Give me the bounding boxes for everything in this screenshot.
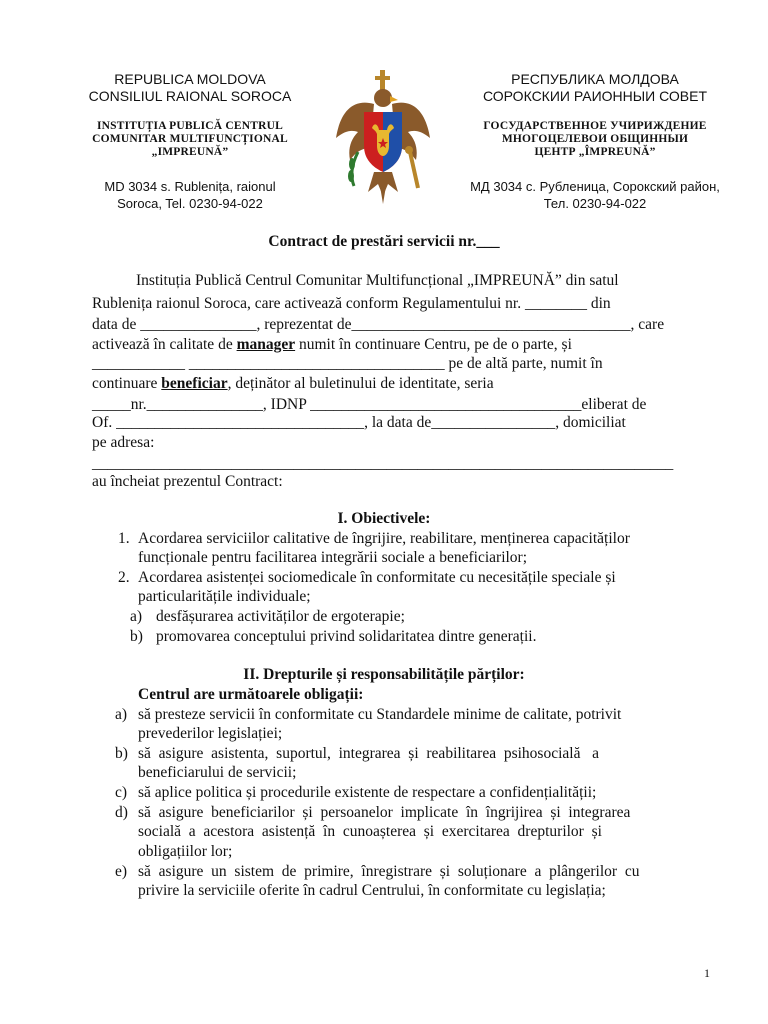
intro-line-8: Of. ________________________________, la data de________________, domiciliat (92, 414, 626, 431)
item-1-line-2: funcționale pentru facilitarea integrării sociale a beneficiarilor; (138, 549, 528, 566)
sub-b-number: b) (130, 628, 143, 645)
item-2-line-2: particularitățile individuale; (138, 588, 311, 605)
header-left-institution-3: „IMPREUNĂ” (151, 146, 229, 158)
intro-line-7: _____nr._______________, IDNP ___________________________________eliberat de (92, 396, 647, 413)
header-left-address-1: MD 3034 s. Rublenița, raionul (104, 179, 276, 194)
header-right-address-2: Тел. 0230-94-022 (543, 196, 647, 211)
obligation-c-line-1: să aplice politica și procedurile existente de respectare a confidențialității; (138, 784, 597, 801)
header-right-address-1: МД 3034 с. Рубленица, Сорокский район, (470, 179, 720, 194)
intro-line-1: Instituția Publică Centrul Comunitar Multifuncțional „IMPREUNĂ” din satul (136, 272, 619, 289)
sub-b-text: promovarea conceptului privind solidaritatea dintre generații. (156, 628, 537, 645)
obligation-b-line-1: să asigure asistenta, suportul, integrarea și reabilitarea psihosocială a (138, 745, 599, 762)
obligation-e-line-1: să asigure un sistem de primire, înregistrare și soluționare a plângerilor cu (138, 863, 640, 880)
intro-line-4: activează în calitate de manager numit în continuare Centru, pe de o parte, și (92, 336, 572, 353)
header-right-institution-2: МНОГОЦЕЛЕВОИ ОБЩИННЫИ (501, 133, 689, 145)
header-left-institution-2: COMUNITAR MULTIFUNCȚIONAL (92, 133, 288, 145)
obligation-e-line-2: privire la serviciile oferite în cadrul Centrului, în conformitate cu legislația; (138, 882, 606, 899)
obligation-a-line-2: prevederilor legislației; (138, 725, 283, 742)
moldova-coat-of-arms-icon (322, 68, 444, 208)
item-2-line-1: Acordarea asistenței sociomedicale în conformitate cu necesitățile speciale și (138, 569, 616, 586)
sub-a-number: a) (130, 608, 143, 625)
obligation-e-letter: e) (115, 863, 128, 880)
section-2-title: II. Drepturile și responsabilitățile părților: (243, 666, 525, 683)
header-right-council: СОРОКСКИИ РАИОННЫИ СОВЕТ (482, 88, 708, 104)
page-number: 1 (704, 966, 710, 980)
header-right-institution-3: ЦЕНТР „ÎMPREUNĂ” (534, 146, 656, 158)
header-left-institution-1: INSTITUȚIA PUBLICĂ CENTRUL (96, 120, 284, 132)
obligation-d-line-2: socială a acestora asistență în cunoașterea și exercitarea drepturilor și (138, 823, 602, 840)
section-1-title: I. Obiectivele: (337, 510, 431, 527)
obligation-b-letter: b) (115, 745, 128, 762)
obligation-a-letter: a) (115, 706, 128, 723)
intro-line-2: Rublenița raionul Soroca, care activează conform Regulamentului nr. ________ din (92, 295, 611, 312)
header-left-republic: REPUBLICA MOLDOVA (114, 71, 266, 87)
item-2-number: 2. (118, 569, 130, 586)
item-1-line-1: Acordarea serviciilor calitative de îngrijire, reabilitare, menținerea capacităților (138, 530, 630, 547)
header-left-address-2: Soroca, Tel. 0230-94-022 (117, 196, 263, 211)
intro-line-6: continuare beneficiar, deținător al buletinului de identitate, seria (92, 375, 494, 392)
header-right-institution-1: ГОСУДАРСТВЕННОЕ УЧИРИЖДЕНИЕ (483, 120, 707, 132)
header-right-republic: РЕСПУБЛИКА МОЛДОВА (511, 71, 679, 87)
contract-title: Contract de prestări servicii nr.___ (268, 233, 500, 250)
obligation-d-letter: d) (115, 804, 128, 821)
obligation-d-line-1: să asigure beneficiarilor și persoanelor implicate în îngrijirea și integrarea (138, 804, 631, 821)
intro-line-3: data de _______________, reprezentat de____________________________________, care (92, 316, 665, 333)
section-2-subtitle: Centrul are următoarele obligații: (138, 686, 364, 703)
role-manager: manager (236, 336, 296, 353)
obligation-d-line-3: obligațiilor lor; (138, 843, 233, 860)
intro-line-10: ___________________________________________________________________________ (92, 455, 674, 472)
item-1-number: 1. (118, 530, 130, 547)
header-left-council: CONSILIUL RAIONAL SOROCA (88, 88, 292, 104)
intro-line-11: au încheiat prezentul Contract: (92, 473, 283, 490)
obligation-c-letter: c) (115, 784, 128, 801)
intro-line-5: ____________ _________________________________ pe de altă parte, numit în (92, 355, 603, 372)
obligation-b-line-2: beneficiarului de servicii; (138, 764, 297, 781)
intro-line-9: pe adresa: (92, 434, 155, 451)
obligation-a-line-1: să presteze servicii în conformitate cu Standardele minime de calitate, potrivit (138, 706, 622, 723)
sub-a-text: desfășurarea activităților de ergoterapie; (156, 608, 405, 625)
role-beneficiar: beneficiar (161, 375, 228, 392)
